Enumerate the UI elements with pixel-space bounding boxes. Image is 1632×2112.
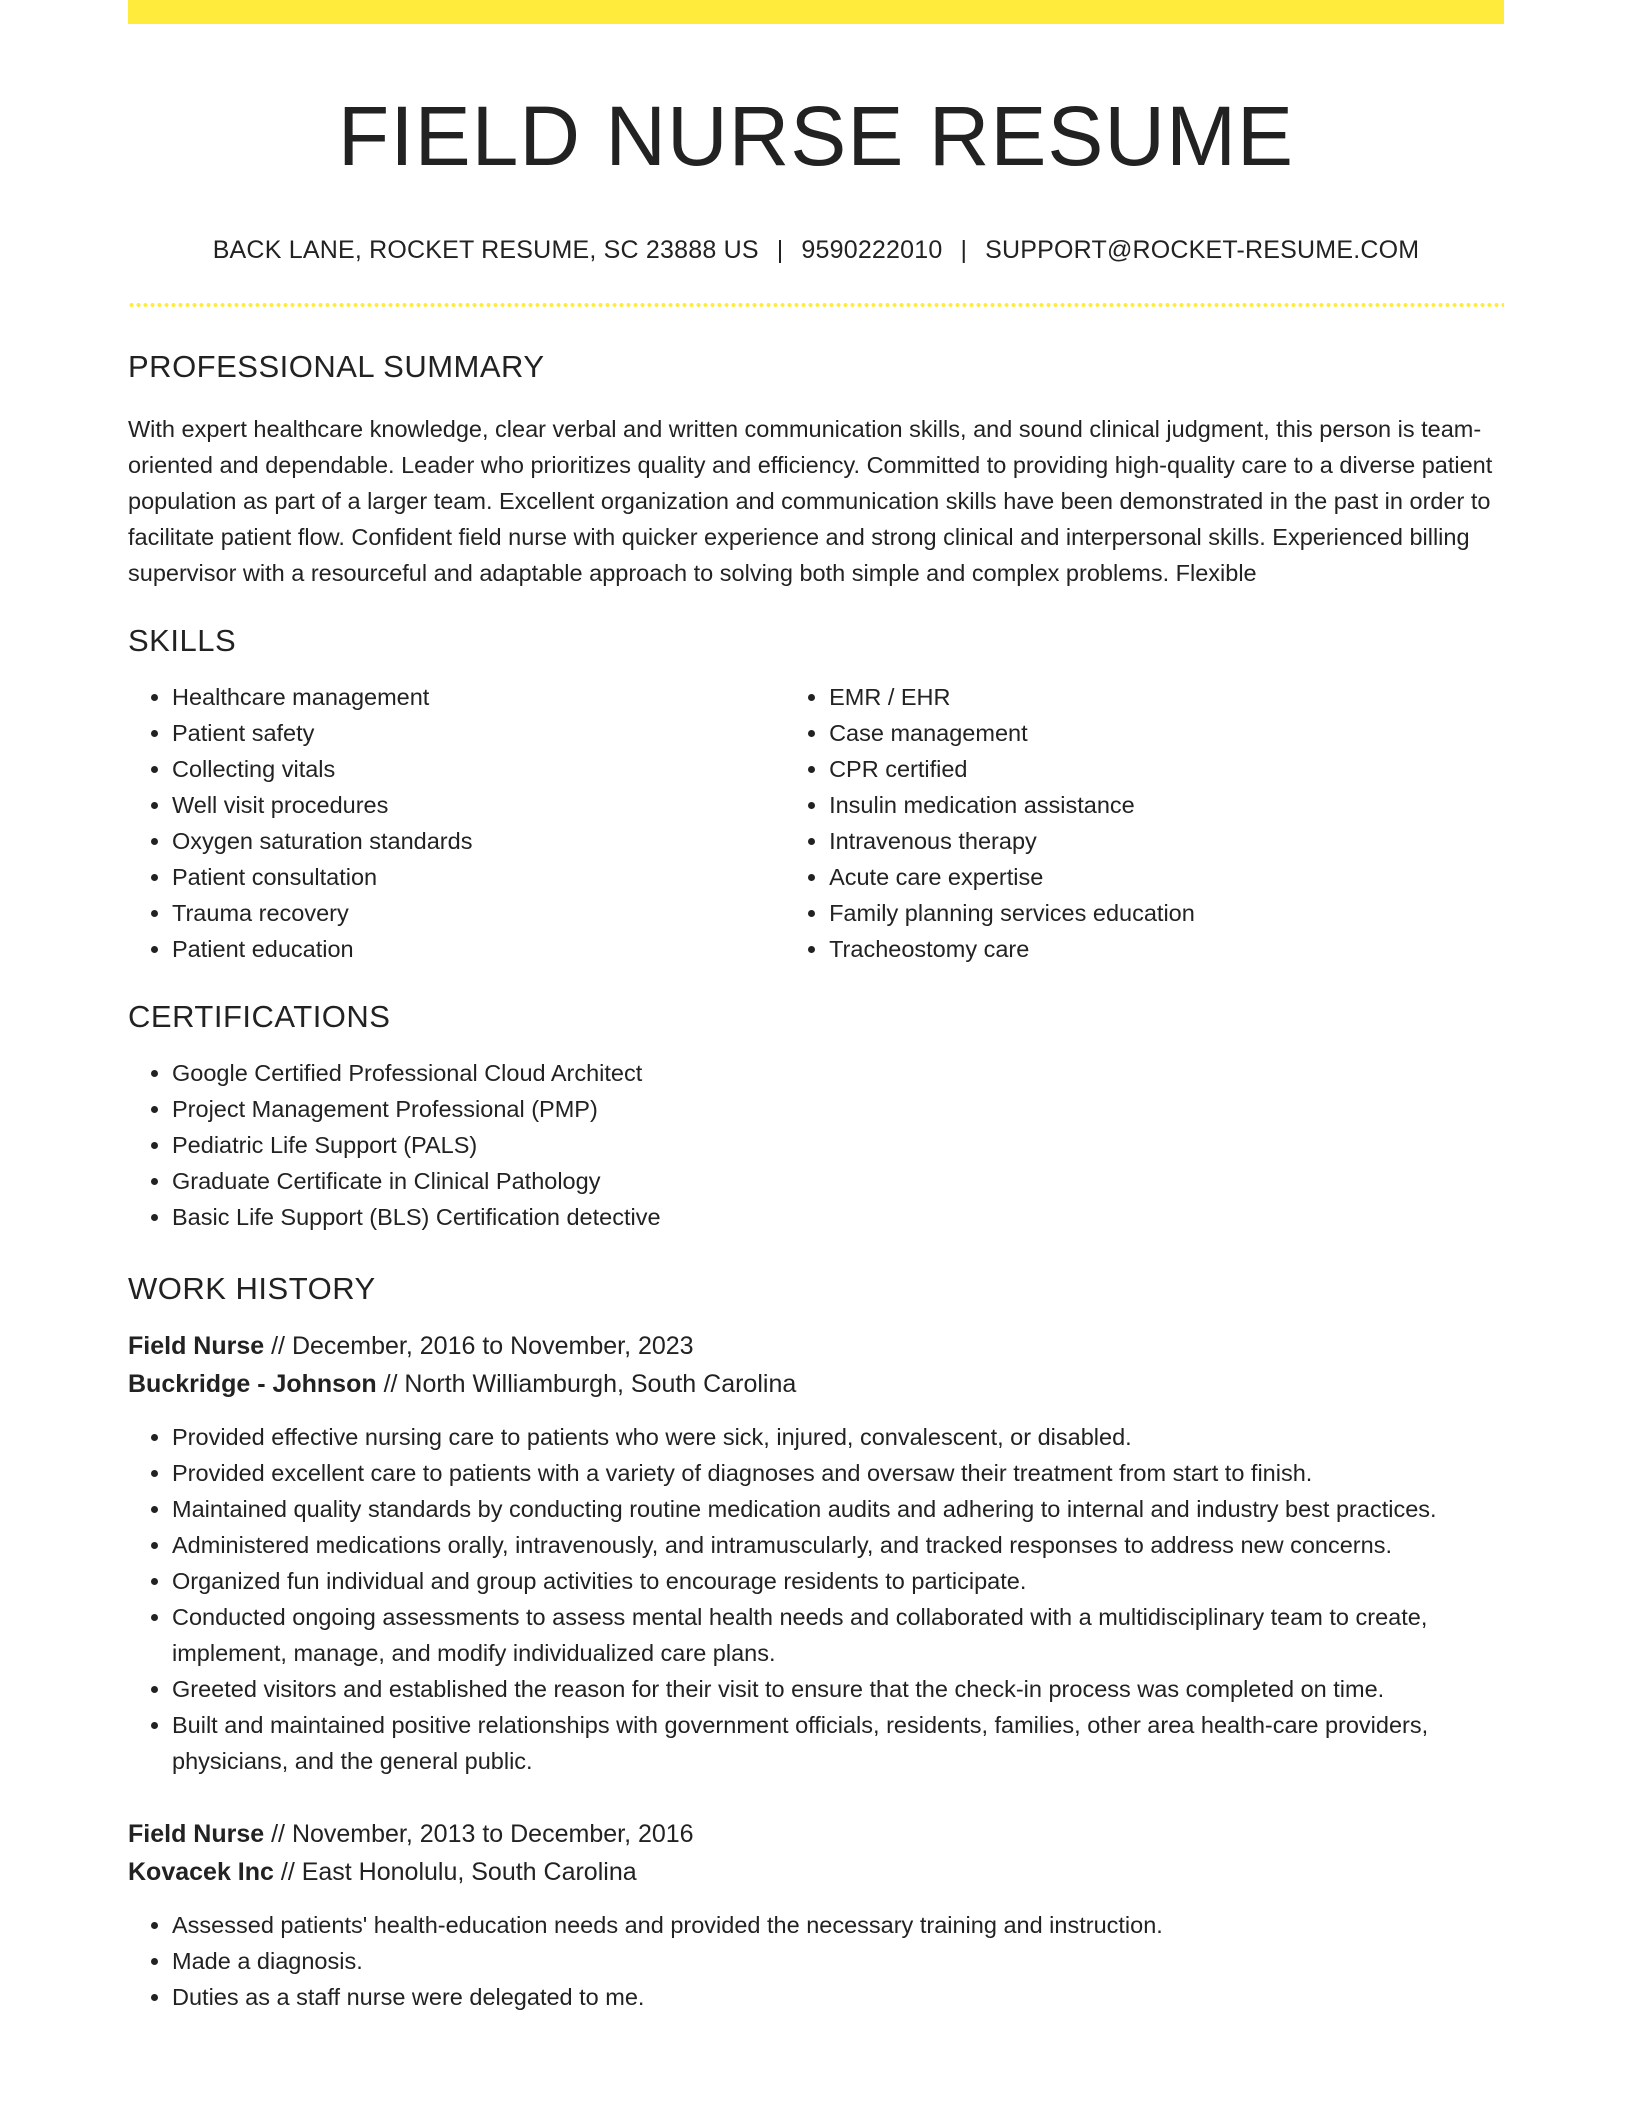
contact-line [128,234,1504,266]
job-duty-item: • Organized fun individual and group activities to encourage residents to participate. [172,1563,1504,1599]
job-title: Field Nurse [128,1332,265,1360]
job-dates: // December, 2016 to November, 2023 [264,1332,694,1360]
skill-item: • CPR certified [829,751,1504,787]
skill-item: • Patient consultation [172,859,785,895]
job-duties-list [128,1419,1504,1779]
job-location: // East Honolulu, South Carolina [273,1858,637,1886]
certifications-heading: CERTIFICATIONS [128,999,391,1034]
job-dates: // November, 2013 to December, 2016 [264,1820,694,1848]
skills-section [128,621,1504,967]
job-duty-item: • Duties as a staff nurse were delegated to me. [172,1979,1504,2015]
certification-item: • Graduate Certificate in Clinical Pathology [172,1163,1504,1199]
page-title: FIELD NURSE RESUME [337,89,1295,183]
job-company: Kovacek Inc [128,1858,274,1886]
job-duty-item: • Conducted ongoing assessments to assess mental health needs and collaborated with a multidisciplinary team to create, implement, manage, and modify individualized care plans. [172,1599,1504,1671]
skills-columns [128,679,1504,967]
skill-item: • Healthcare management [172,679,785,715]
job-company-line [128,1853,1504,1891]
skill-item: • Patient education [172,931,785,967]
contact-email: SUPPORT@ROCKET-RESUME.COM [985,236,1420,264]
certification-item: • Project Management Professional (PMP) [172,1091,1504,1127]
skill-item: • Collecting vitals [172,751,785,787]
job-duty-item: • Maintained quality standards by conducting routine medication audits and adhering to internal and industry best practices. [172,1491,1504,1527]
job-company: Buckridge - Johnson [128,1370,377,1398]
summary-text: With expert healthcare knowledge, clear verbal and written communication skills, and sound clinical judgment, this person is team-oriented and dependable. Leader who prioritizes quality and efficiency. Committed to providing high-quality care to a diverse patient population as part of a larger team. Excellent organization and communication skills have been demonstrated in the past in order to facilitate patient flow. Confident field nurse with quicker experience and strong clinical and interpersonal skills. Experienced billing supervisor with a resourceful and adaptable approach to solving both simple and complex problems. Flexible [128,416,1493,586]
job-title-line [128,1327,1504,1365]
skill-item: • Oxygen saturation standards [172,823,785,859]
job-duty-item: • Provided effective nursing care to patients who were sick, injured, convalescent, or disabled. [172,1419,1504,1455]
contact-separator: | [776,236,784,264]
job-entry [128,1327,1504,1779]
skills-list-right [785,679,1504,967]
work-history-heading: WORK HISTORY [128,1271,376,1306]
job-company-line [128,1365,1504,1403]
certification-item: • Pediatric Life Support (PALS) [172,1127,1504,1163]
skill-item: • Trauma recovery [172,895,785,931]
contact-address: BACK LANE, ROCKET RESUME, SC 23888 US [212,236,759,264]
contact-phone: 9590222010 [801,236,943,264]
skills-heading: SKILLS [128,623,237,658]
skill-item: • Patient safety [172,715,785,751]
dotted-divider [128,303,1504,307]
contact-separator: | [960,236,968,264]
certification-item: • Google Certified Professional Cloud Architect [172,1055,1504,1091]
work-history-section [128,1269,1504,2015]
job-entry [128,1815,1504,2015]
job-duty-item: • Made a diagnosis. [172,1943,1504,1979]
skill-item: • EMR / EHR [829,679,1504,715]
skill-item: • Family planning services education [829,895,1504,931]
job-duty-item: • Greeted visitors and established the reason for their visit to ensure that the check-in process was completed on time. [172,1671,1504,1707]
job-duty-item: • Assessed patients' health-education needs and provided the necessary training and instruction. [172,1907,1504,1943]
top-accent-bar [128,0,1504,24]
skill-item: • Well visit procedures [172,787,785,823]
job-title-line [128,1815,1504,1853]
job-duty-item: • Provided excellent care to patients with a variety of diagnoses and oversaw their treatment from start to finish. [172,1455,1504,1491]
certifications-list [128,1055,1504,1235]
certification-item: • Basic Life Support (BLS) Certification detective [172,1199,1504,1235]
certifications-section [128,997,1504,1235]
job-duty-item: • Administered medications orally, intravenously, and intramuscularly, and tracked responses to address new concerns. [172,1527,1504,1563]
job-title: Field Nurse [128,1820,265,1848]
skill-item: • Acute care expertise [829,859,1504,895]
skills-list-left [128,679,785,967]
job-duties-list [128,1907,1504,2015]
resume-page [128,0,1504,2015]
skill-item: • Intravenous therapy [829,823,1504,859]
job-duty-item: • Built and maintained positive relationships with government officials, residents, families, other area health-care providers, physicians, and the general public. [172,1707,1504,1779]
skill-item: • Case management [829,715,1504,751]
summary-section [128,347,1504,591]
skill-item: • Tracheostomy care [829,931,1504,967]
summary-heading: PROFESSIONAL SUMMARY [128,349,545,384]
skill-item: • Insulin medication assistance [829,787,1504,823]
job-location: // North Williamburgh, South Carolina [376,1370,797,1398]
